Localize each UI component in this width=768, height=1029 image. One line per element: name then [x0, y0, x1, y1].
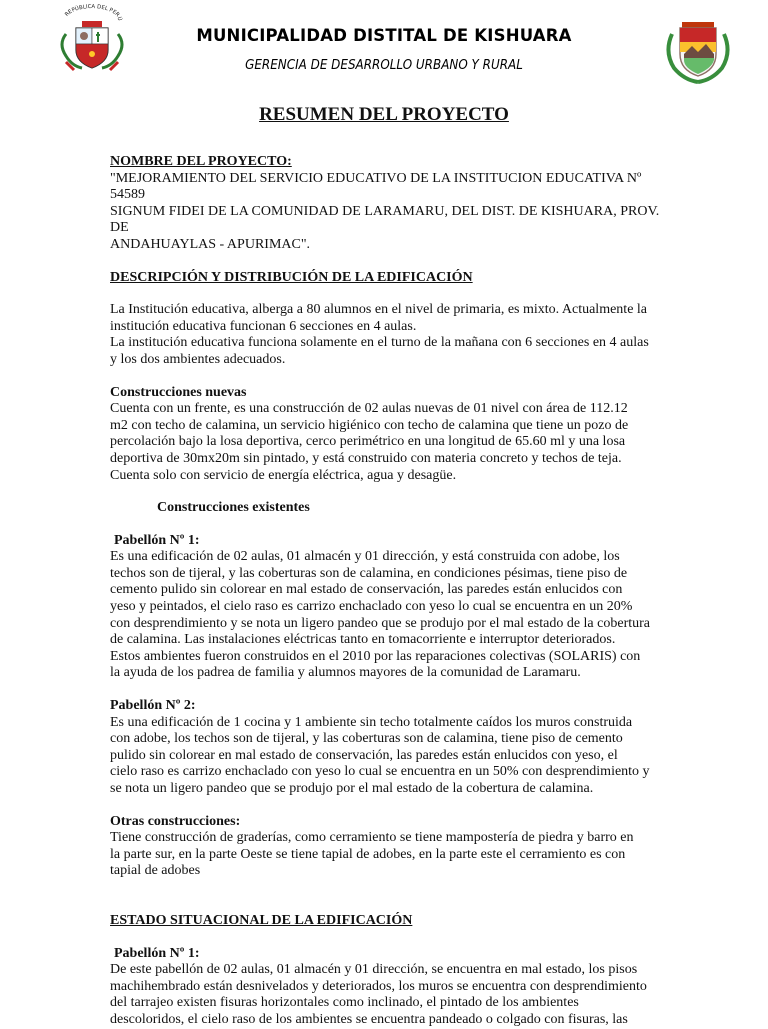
pavilion-2-line: con adobe, los techos son de tijeral, y las coberturas son de calamina, tiene piso de cemento: [110, 731, 623, 747]
status-pavilion-1-line: machihembrado están desnivelados y deteriorados, los muros se encuentra con desprendimiento: [110, 978, 647, 994]
document-title: RESUMEN DEL PROYECTO: [259, 104, 509, 125]
new-constructions-line: Cuenta solo con servicio de energía eléctrica, agua y desagüe.: [110, 467, 457, 483]
description-line: institución educativa funcionan 6 secciones en 4 aulas.: [110, 318, 417, 334]
svg-text:REPÚBLICA DEL PERÚ: [64, 4, 123, 21]
description-line: La Institución educativa, alberga a 80 alumnos en el nivel de primaria, es mixto. Actualmente la: [110, 302, 648, 318]
pavilion-1-line: Estos ambientes fueron construidos en el 2010 por las reparaciones colectivas (SOLARIS) con: [110, 648, 641, 664]
pavilion-1-heading: Pabellón Nº 1:: [114, 532, 200, 548]
new-constructions-line: Cuenta con un frente, es una construcción de 02 aulas nuevas de 01 nivel con área de 112.12: [110, 401, 628, 417]
other-constructions-line: la parte sur, en la parte Oeste se tiene tapial de adobes, en la parte este el cerramiento es con: [110, 846, 626, 862]
project-name-line: ANDAHUAYLAS - APURIMAC".: [110, 236, 311, 252]
status-pavilion-1-line: del tarrajeo existen fisuras horizontales como inclinado, el pintado de los ambientes: [110, 995, 579, 1011]
other-constructions-heading: Otras construcciones:: [110, 813, 241, 829]
project-name-heading: NOMBRE DEL PROYECTO:: [110, 154, 292, 169]
pavilion-1-line: techos son de tijeral, y las coberturas son de calamina, en condiciones pésimas, tiene piso de: [110, 565, 628, 581]
municipality-title: MUNICIPALIDAD DISTITAL DE KISHUARA: [196, 26, 572, 45]
project-name-line: SIGNUM FIDEI DE LA COMUNIDAD DE LARAMARU, DEL DIST. DE KISHUARA, PROV. DE: [110, 203, 660, 236]
pavilion-1-line: cemento pulido sin colorear en mal estado de conservación, las paredes están enlucidos con: [110, 582, 623, 598]
pavilion-2-heading: Pabellón Nº 2:: [110, 698, 196, 714]
seal-caption: REPÚBLICA DEL PERÚ: [64, 4, 123, 22]
pavilion-1-line: yeso y peintados, el cielo raso es carrizo enchaclado con yeso lo cual se encuentra en un 20%: [110, 599, 633, 615]
pavilion-2-line: se nota un ligero pandeo que se produjo por el mal estado de la cobertura de calamina.: [110, 781, 594, 796]
status-pavilion-1-line: descoloridos, el cielo raso de los ambientes se encuentra pandeado o colgado con fisuras, las: [110, 1011, 628, 1027]
pavilion-2-line: Es una edificación de 1 cocina y 1 ambiente sin techo totalmente caídos los muros construida: [110, 714, 633, 730]
pavilion-2-line: cielo raso es carrizo enchaclado con yeso lo cual se encuentra en un 50% con desprendimiento y: [110, 764, 650, 780]
status-pavilion-1-line: De este pabellón de 02 aulas, 01 almacén y 01 dirección, se encuentra en mal estado, los pisos: [110, 962, 638, 978]
letterhead: [0, 0, 768, 90]
description-line: y los dos ambientes adecuados.: [110, 351, 286, 367]
new-constructions-heading: Construcciones nuevas: [110, 384, 247, 400]
kishuara-shield-icon: [662, 14, 734, 84]
new-constructions-line: percolación bajo la losa deportiva, cerco perimétrico en una longitud de 65.60 ml y una losa: [110, 434, 626, 450]
pavilion-1-line: con desprendimiento y se nota un ligero pandeo que se produjo por el mal estado de la cobertura: [110, 615, 650, 631]
pavilion-1-line: Es una edificación de 02 aulas, 01 almacén y 01 dirección, y está construida con adobe, los: [110, 549, 620, 565]
status-heading: ESTADO SITUACIONAL DE LA EDIFICACIÓN: [110, 912, 413, 928]
new-constructions-line: deportiva de 30mx20m sin pintado, y está construido con materia concreto y techos de teja.: [110, 450, 622, 466]
description-heading: DESCRIPCIÓN Y DISTRIBUCIÓN DE LA EDIFICACIÓN: [110, 269, 473, 285]
other-constructions-line: tapial de adobes: [110, 863, 201, 879]
new-constructions-line: m2 con techo de calamina, un servicio higiénico con techo de calamina que tiene un pozo de: [110, 417, 629, 433]
other-constructions-line: Tiene construcción de graderías, como cerramiento se tiene mampostería de piedra y barro en: [110, 830, 634, 846]
pavilion-1-line: de calamina. Las instalaciones eléctricas tanto en tomacorriente e interruptor deteriorados.: [110, 632, 616, 648]
description-line: La institución educativa funciona solamente en el turno de la mañana con 6 secciones en 4 aulas: [110, 335, 649, 351]
document-body: [110, 154, 662, 1029]
existing-constructions-heading: Construcciones existentes: [157, 500, 310, 516]
pavilion-2-line: pulido sin colorear en mal estado de conservación, las paredes están enlucidos con yeso, el: [110, 747, 618, 763]
project-name-line: "MEJORAMIENTO DEL SERVICIO EDUCATIVO DE LA INSTITUCION EDUCATIVA Nº 54589: [110, 170, 642, 203]
pavilion-1-line: la ayuda de los padrea de familia y alumnos mayores de la comunidad de Laramaru.: [110, 665, 581, 681]
department-subtitle: GERENCIA DE DESARROLLO URBANO Y RURAL: [245, 58, 523, 73]
status-pavilion-1-heading: Pabellón Nº 1:: [114, 945, 200, 961]
